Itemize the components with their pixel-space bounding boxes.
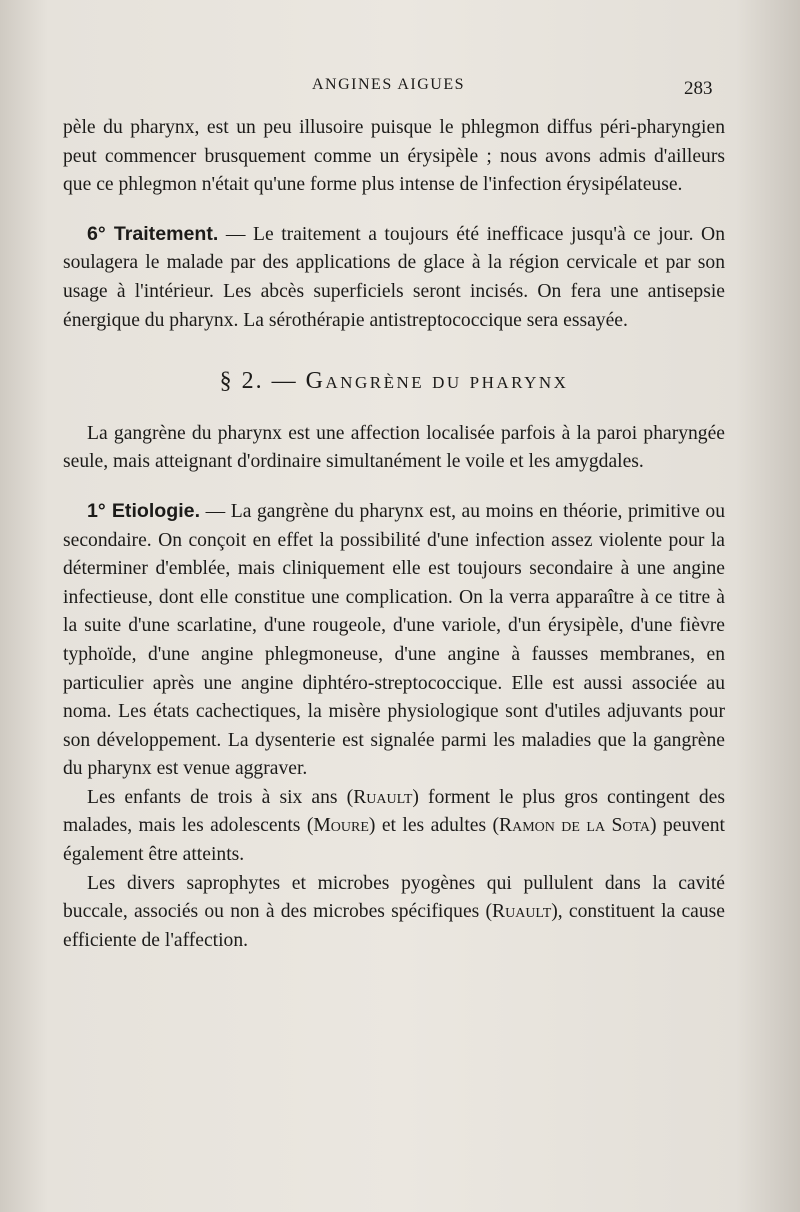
section-dash: — bbox=[271, 368, 298, 395]
section-title-word-1: Gangrène bbox=[305, 368, 425, 395]
subsection-title-traitement: 6° Traitement. bbox=[87, 222, 219, 245]
body-text bbox=[63, 114, 725, 955]
author-moure: Moure bbox=[313, 815, 369, 837]
text-fragment: ) et les adultes ( bbox=[368, 815, 500, 837]
paragraph-etiologie bbox=[63, 497, 725, 784]
paragraph-age-groups bbox=[63, 784, 725, 870]
section-title-word-3: pharynx bbox=[469, 368, 569, 395]
page-number: 283 bbox=[684, 78, 713, 99]
author-ramon-de-la-sota: Ramon de la Sota bbox=[499, 815, 651, 837]
traitement-text: — Le traitement a toujours été inefficace jusqu'à ce jour. On soulagera le malade par des applications de glace à la région cervicale et par son usage à l'intérieur. Les abcès superficiels seront incisés. On fera une antisepsie énergique du pharynx. La sérothérapie antistreptococcique sera essayée. bbox=[63, 223, 725, 331]
running-title: ANGINES AIGUES bbox=[312, 76, 465, 93]
author-ruault: Ruault bbox=[492, 901, 552, 923]
paragraph-continuation: pèle du pharynx, est un peu illusoire puisque le phlegmon diffus péri-pharyngien peut commencer brusquement comme un érysipèle ; nous avons admis d'ailleurs que ce phlegmon n'était qu'une forme plus intense de l'infection érysipélateuse. bbox=[63, 117, 725, 196]
author-ruault: Ruault bbox=[353, 786, 413, 808]
section-title-word-2: du bbox=[432, 368, 462, 395]
text-fragment: ) forment le plus gros contingent des malades, mais les adolescents ( bbox=[63, 786, 725, 837]
page-header bbox=[0, 76, 800, 106]
section-heading bbox=[63, 367, 725, 396]
paragraph-intro-gangrene: La gangrène du pharynx est une affection localisée parfois à la paroi pharyngée seule, mais atteignant d'ordinaire simultanément le voile et les amygdales. bbox=[63, 422, 725, 473]
paragraph-microbes bbox=[63, 870, 725, 956]
text-fragment: ) peuvent également être atteints. bbox=[63, 815, 725, 866]
text-fragment: ), constituent la cause efficiente de l'affection. bbox=[63, 901, 725, 951]
etiologie-text: — La gangrène du pharynx est, au moins en théorie, primitive ou secondaire. On conçoit en effet la possibilité d'une infection assez violente pour la déterminer d'emblée, mais cliniquement elle est toujours secondaire à une angine infectieuse, dont elle constitue une complication. On la verra apparaître à ce titre à la suite d'une scarlatine, d'une rougeole, d'une variole, d'un érysipèle, d'une fièvre typhoïde, d'une angine phlegmoneuse, d'une angine à fausses membranes, en particulier après une angine diphtéro-streptococcique. Elle est aussi associée au noma. Les états cachectiques, la misère physiologique sont d'utiles adjuvants pour son développement. La dysenterie est signalée parmi les maladies que la gangrène du pharynx est venue aggraver. bbox=[63, 500, 725, 780]
paragraph-traitement bbox=[63, 220, 725, 335]
text-fragment: Les divers saprophytes et microbes pyogènes qui pullulent dans la cavité buccale, associés ou non à des microbes spécifiques ( bbox=[63, 872, 725, 923]
text-fragment: Les enfants de trois à six ans ( bbox=[87, 786, 354, 808]
section-number: § 2. bbox=[219, 368, 264, 395]
subsection-title-etiologie: 1° Etiologie. bbox=[87, 499, 201, 522]
